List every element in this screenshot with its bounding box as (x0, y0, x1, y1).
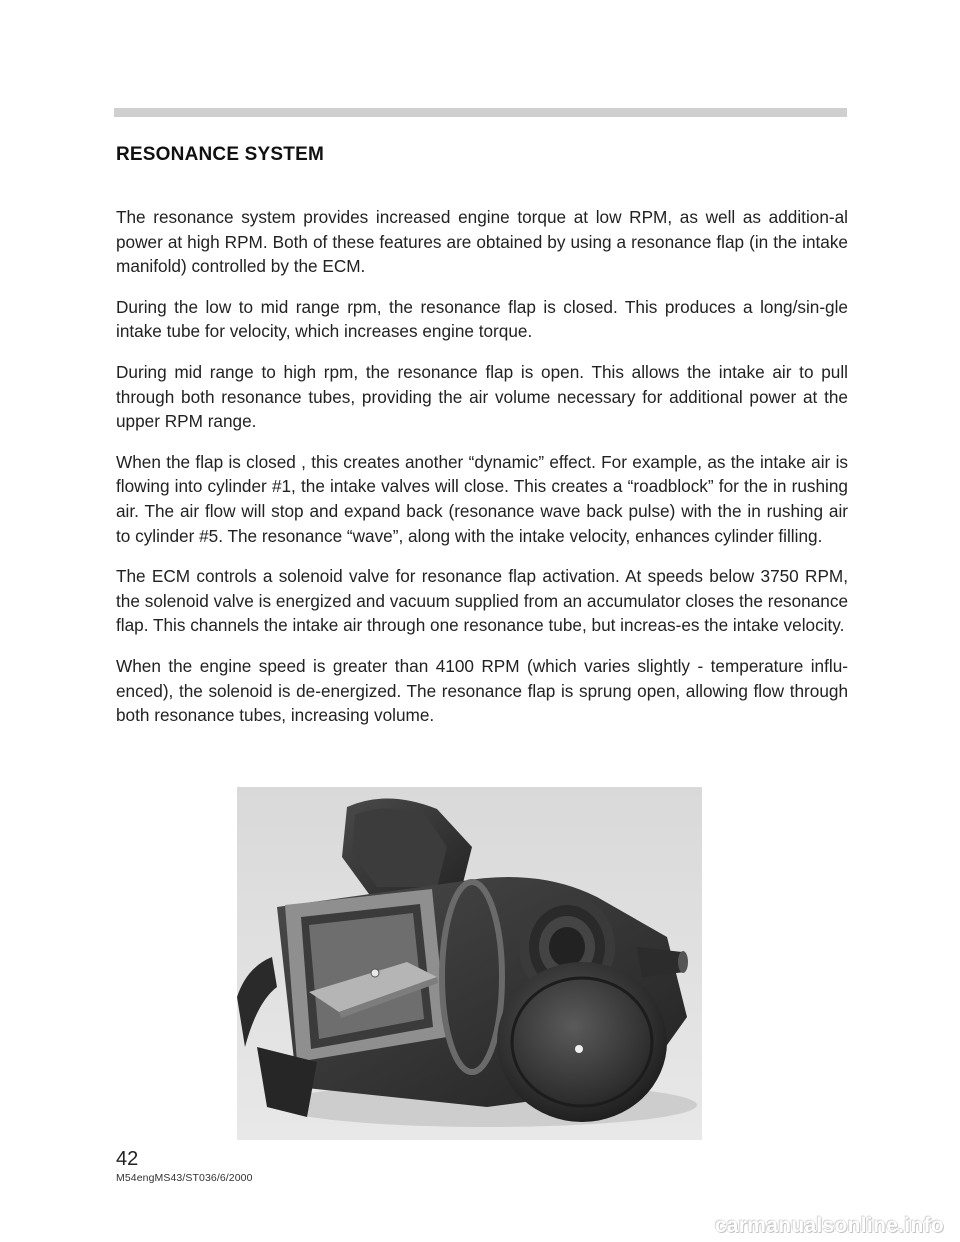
paragraph-5: The ECM controls a solenoid valve for resonance flap activation. At speeds below 3750 RPM, the solenoid valve is energized and vacuum supplied from an accumulator closes the resonance flap. This channels the intake air through one resonance tube, but increas-es the intake velocity. (116, 566, 848, 636)
paragraph-1: The resonance system provides increased engine torque at low RPM, as well as addition-al power at high RPM. Both of these features are obtained by using a resonance flap (in the intake manifold) controlled by the ECM. (116, 207, 848, 277)
paragraph-3: During mid range to high rpm, the resonance flap is open. This allows the intake air to pull through both resonance tubes, providing the air volume necessary for additional power at the upper RPM range. (116, 361, 848, 432)
resonance-flap-photo (237, 787, 702, 1140)
top-rule (114, 108, 847, 117)
document-code: M54engMS43/ST036/6/2000 (116, 1172, 253, 1184)
watermark: carmanualsonline.info (714, 1214, 944, 1237)
paragraph-6: When the engine speed is greater than 4100 RPM (which varies slightly - temperature influ-enced), the solenoid is de-energized. The resonance flap is sprung open, allowing flow through both resonance tubes, increasing volume. (116, 655, 848, 726)
body-text (116, 205, 848, 744)
paragraph-2: During the low to mid range rpm, the resonance flap is closed. This produces a long/sin-gle intake tube for velocity, which increases engine torque. (116, 296, 848, 342)
section-heading: RESONANCE SYSTEM (116, 144, 325, 165)
page-number: 42 (116, 1148, 139, 1170)
paragraph-4: When the flap is closed , this creates another “dynamic” effect. For example, as the intake air is flowing into cylinder #1, the intake valves will close. This creates a “roadblock” for the in rushing air. The air flow will stop and expand back (resonance wave back pulse) with the in rushing air to cylinder #5. The resonance “wave”, along with the intake velocity, enhances cylinder filling. (116, 451, 848, 546)
